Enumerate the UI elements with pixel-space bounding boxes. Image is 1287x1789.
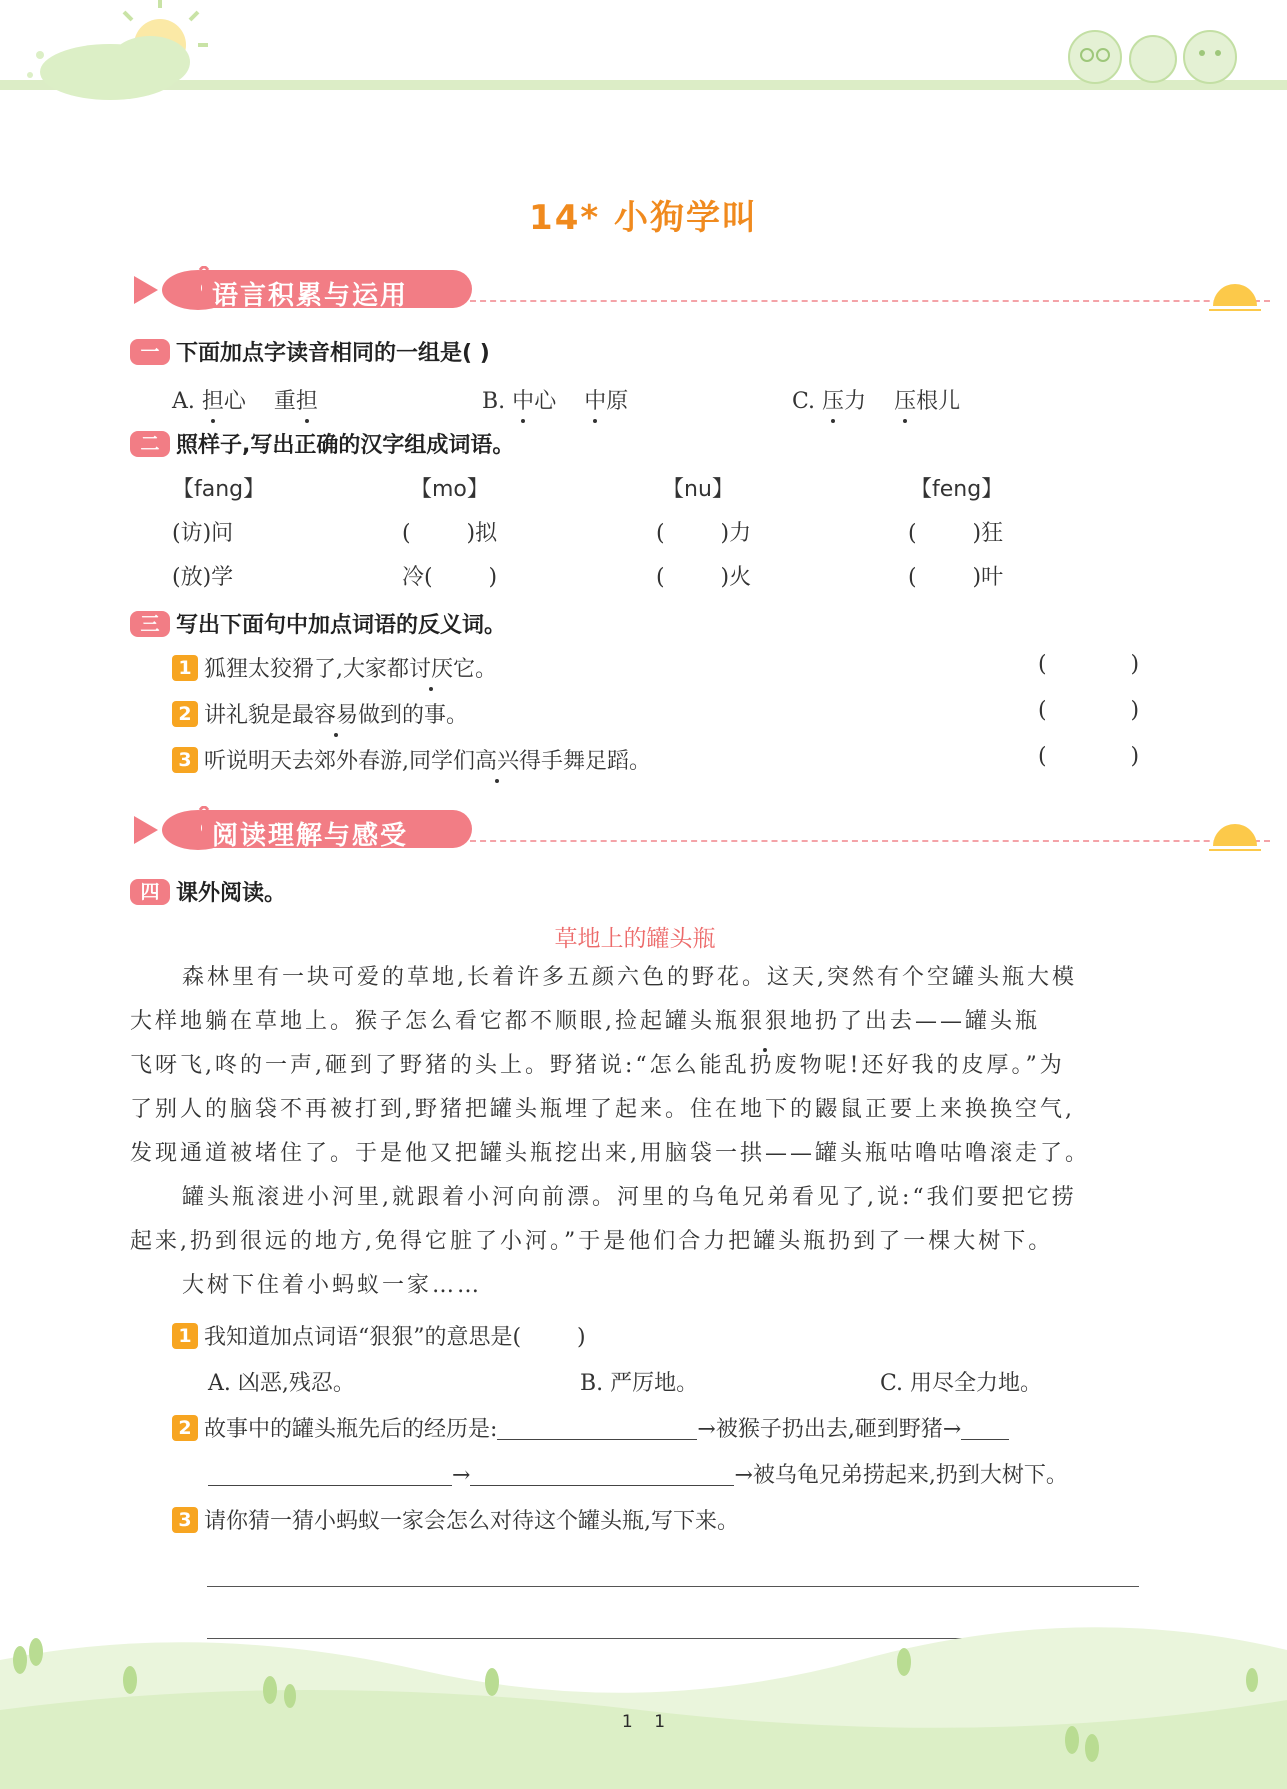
sub1-option-b: B. 严厉地。 (580, 1371, 699, 1396)
dotted-word: 讨厌 (409, 652, 453, 683)
option-word-2: 重担 (274, 389, 318, 414)
question-1 (130, 336, 490, 367)
q3-item-2 (172, 698, 468, 729)
sub-question-1 (172, 1320, 586, 1351)
option-word-1: 压力 (822, 389, 866, 414)
question-2 (130, 428, 514, 459)
section-banner-1 (130, 266, 1280, 312)
question-text: 照样子,写出正确的汉字组成词语。 (176, 433, 515, 458)
dotted-word: 狠狠 (740, 1000, 790, 1044)
word-blank[interactable]: ( )拟 (402, 521, 498, 546)
answer-paren[interactable]: ( ) (1038, 744, 1140, 769)
section-divider (470, 840, 1270, 842)
pinyin-nu: 【nu】 (662, 477, 734, 502)
pinyin-feng: 【feng】 (910, 477, 1004, 502)
question-badge: 二 (130, 431, 170, 457)
option-word-2: 压根儿 (894, 389, 960, 414)
option-letter: B. (482, 389, 506, 414)
question-badge: 四 (130, 879, 170, 905)
item-number: 3 (172, 747, 198, 773)
option-word-1: 担心 (202, 389, 246, 414)
q1-option-c (792, 384, 960, 415)
question-4 (130, 876, 286, 907)
word-blank[interactable]: 冷( ) (402, 565, 498, 590)
option-letter: C. (792, 389, 816, 414)
story-line: 罐头瓶滚进小河里,就跟着小河向前漂。河里的乌龟兄弟看见了,说:“我们要把它捞 (182, 1185, 1077, 1210)
story-line: 大树下住着小蚂蚁一家…… (182, 1273, 483, 1298)
page-number: 1 1 (621, 1712, 666, 1732)
question-text: 课外阅读。 (176, 881, 287, 906)
sub-question-text: →被乌龟兄弟捞起来,扔到大树下。 (734, 1463, 1068, 1488)
item-number: 2 (172, 1415, 198, 1441)
sub-question-text: → (452, 1463, 471, 1488)
cloud-sun-icon (0, 0, 220, 110)
question-text: 写出下面句中加点词语的反义词。 (176, 613, 507, 638)
answer-paren[interactable]: ( ) (1038, 652, 1140, 677)
sub-question-text: 故事中的罐头瓶先后的经历是: (204, 1417, 498, 1442)
dotted-char: 担 (296, 384, 318, 415)
section-banner-2 (130, 806, 1280, 852)
answer-blank[interactable] (470, 1463, 734, 1486)
section-divider (470, 300, 1270, 302)
dotted-char: 中 (584, 384, 606, 415)
item-number: 3 (172, 1507, 198, 1533)
dotted-word: 高兴 (475, 744, 519, 775)
story-line: 发现通道被堵住了。于是他又把罐头瓶挖出来,用脑袋一拱——罐头瓶咕噜咕噜滚走了。 (130, 1141, 1090, 1166)
option-word-2: 中原 (584, 389, 628, 414)
option-word-1: 中心 (512, 389, 556, 414)
sentence-text: 狐狸太狡猾了,大家都 (204, 657, 409, 682)
q1-option-a (172, 384, 318, 415)
pinyin-fang: 【fang】 (172, 477, 266, 502)
word-blank[interactable]: ( )力 (656, 521, 752, 546)
dotted-char: 压 (894, 384, 916, 415)
sub-question-3 (172, 1504, 739, 1535)
dotted-char: 担 (202, 384, 224, 415)
q3-item-1 (172, 652, 497, 683)
page-title: 14* 小狗学叫 (529, 198, 758, 238)
dotted-char: 中 (512, 384, 534, 415)
sub-question-text: →被猴子扔出去,砸到野猪→ (697, 1417, 962, 1442)
word-blank: (访)问 (172, 521, 234, 546)
sub-question-2 (172, 1412, 1009, 1443)
pinyin-mo: 【mo】 (410, 477, 489, 502)
answer-blank[interactable] (208, 1463, 452, 1486)
word-blank[interactable]: ( )狂 (908, 521, 1004, 546)
answer-line[interactable] (207, 1586, 1139, 1587)
story-line: 大样地躺在草地上。猴子怎么看它都不顺眼,捡起罐头瓶狠狠地扔了出去——罐头瓶 (130, 1000, 1040, 1044)
question-text: 下面加点字读音相同的一组是( ) (176, 341, 490, 366)
animal-faces-icon (1060, 25, 1260, 85)
sentence-text: 听说明天去郊外春游,同学们 (204, 749, 475, 774)
story-line: 了别人的脑袋不再被打到,野猪把罐头瓶埋了起来。住在地下的鼹鼠正要上来换换空气, (130, 1097, 1075, 1122)
answer-blank[interactable] (497, 1417, 697, 1440)
item-number: 1 (172, 1323, 198, 1349)
word-blank[interactable]: ( )火 (656, 565, 752, 590)
option-letter: A. (172, 389, 195, 414)
sentence-text: 得手舞足蹈。 (519, 749, 652, 774)
story-line: 飞呀飞,咚的一声,砸到了野猪的头上。野猪说:“怎么能乱扔废物呢!还好我的皮厚。”为 (130, 1053, 1065, 1078)
sentence-text: 它。 (453, 657, 498, 682)
sentence-text: 做到的事。 (358, 703, 469, 728)
word-blank: (放)学 (172, 565, 234, 590)
section-title: 语言积累与运用 (212, 281, 409, 311)
question-badge: 三 (130, 611, 170, 637)
hills-decoration (0, 1600, 1287, 1789)
section-title: 阅读理解与感受 (212, 821, 409, 851)
dotted-word: 容易 (314, 698, 358, 729)
question-badge: 一 (130, 339, 170, 365)
sub1-option-a: A. 凶恶,残忍。 (208, 1371, 355, 1396)
q3-item-3 (172, 744, 651, 775)
answer-blank[interactable] (961, 1417, 1009, 1440)
word-blank[interactable]: ( )叶 (908, 565, 1004, 590)
sub1-option-c: C. 用尽全力地。 (880, 1371, 1043, 1396)
sunset-icon (1205, 820, 1265, 854)
question-3 (130, 608, 506, 639)
story-line: 起来,扔到很远的地方,免得它脏了小河。”于是他们合力把罐头瓶扔到了一棵大树下。 (130, 1229, 1054, 1254)
sub-question-2-cont (208, 1458, 1068, 1489)
sub-question-text: 请你猜一猜小蚂蚁一家会怎么对待这个罐头瓶,写下来。 (204, 1509, 739, 1534)
dotted-char: 压 (822, 384, 844, 415)
item-number: 1 (172, 655, 198, 681)
story-line: 森林里有一块可爱的草地,长着许多五颜六色的野花。这天,突然有个空罐头瓶大模 (182, 965, 1077, 990)
q1-option-b (482, 384, 628, 415)
story-title: 草地上的罐头瓶 (554, 926, 716, 952)
sentence-text: 讲礼貌是最 (204, 703, 315, 728)
sub-question-text: 我知道加点词语“狠狠”的意思是( ) (204, 1325, 586, 1350)
sunset-icon (1205, 280, 1265, 314)
item-number: 2 (172, 701, 198, 727)
answer-paren[interactable]: ( ) (1038, 698, 1140, 723)
